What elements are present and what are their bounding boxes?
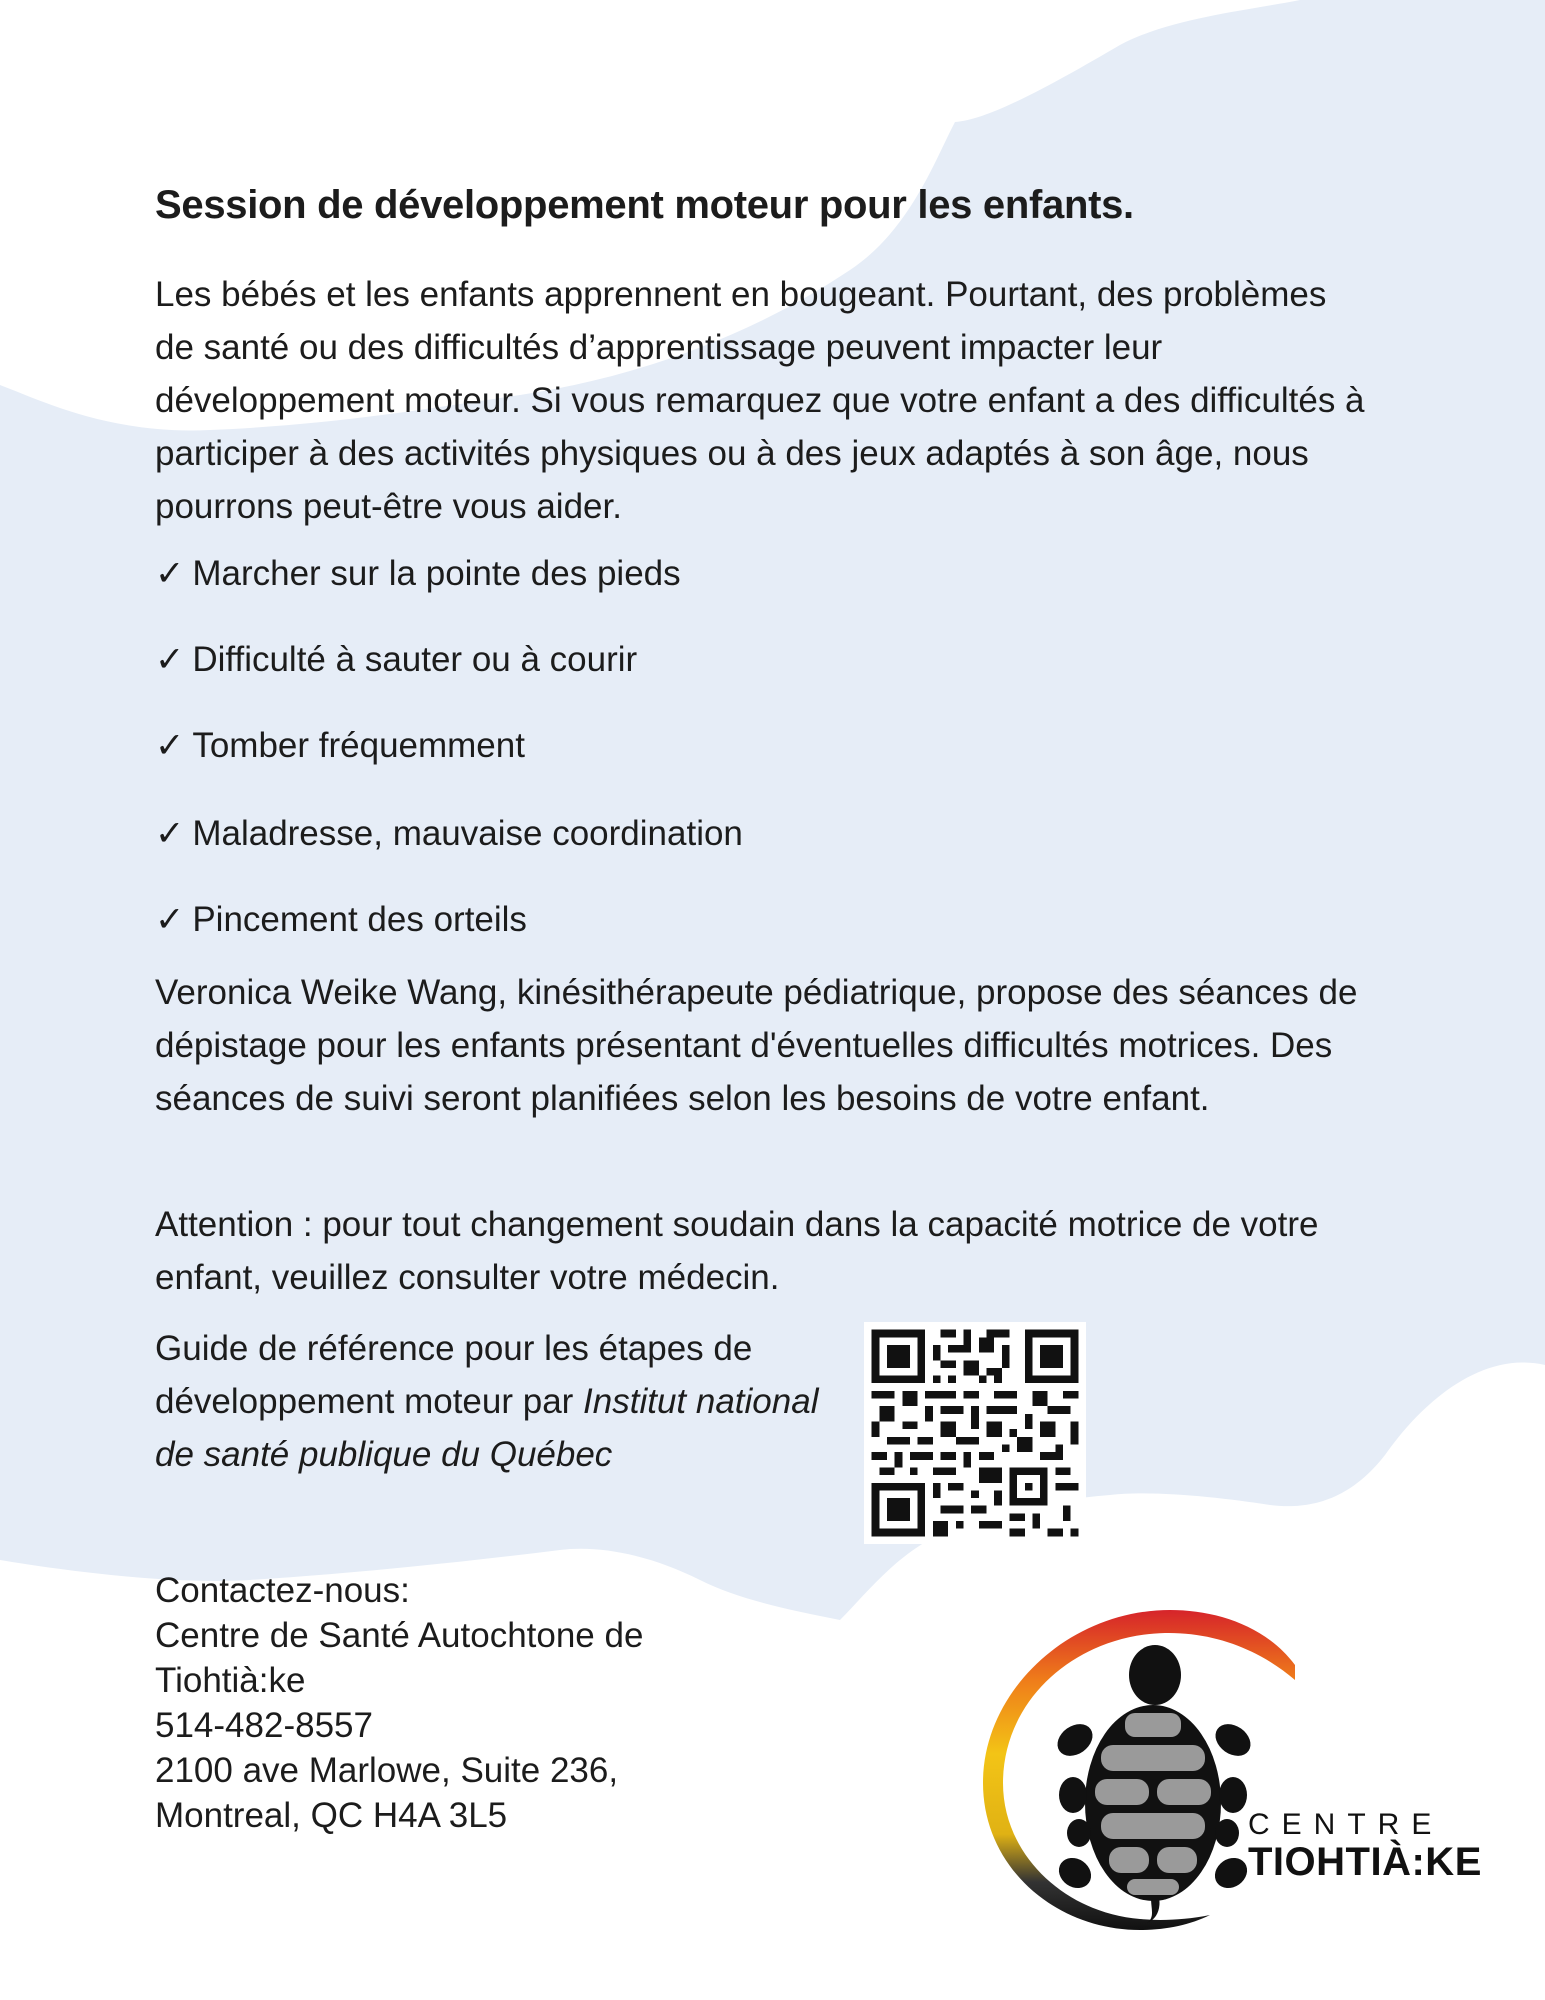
logo-line1: CENTRE: [1248, 1808, 1444, 1841]
logo-line2: TIOHTIÀ:KE: [1248, 1840, 1482, 1884]
contact-block: [155, 1568, 643, 1838]
checklist-item-label: Pincement des orteils: [192, 900, 527, 939]
guide-source: Institut national de santé publique du Québec: [155, 1382, 819, 1474]
checkmark-icon: ✓: [155, 726, 185, 765]
checklist-item: [155, 726, 525, 766]
checklist-item: [155, 554, 681, 594]
checklist-item: [155, 900, 527, 940]
contact-address-line1: 2100 ave Marlowe, Suite 236,: [155, 1751, 619, 1790]
guide-reference: [155, 1322, 835, 1481]
contact-phone[interactable]: 514-482-8557: [155, 1706, 373, 1745]
guide-text: Guide de référence pour les étapes de développement moteur par: [155, 1329, 753, 1421]
checklist-item-label: Marcher sur la pointe des pieds: [192, 554, 681, 593]
contact-address-line2: Montreal, QC H4A 3L5: [155, 1796, 508, 1835]
page-title: Session de développement moteur pour les enfants.: [155, 183, 1134, 227]
turtle-icon: [975, 1605, 1295, 1935]
intro-paragraph: Les bébés et les enfants apprennent en bougeant. Pourtant, des problèmes de santé ou des difficultés d’apprentissage peuvent impacter leur développement moteur. Si vous remarquez que votre enfant a des difficultés à participer à des activités physiques ou à des jeux adaptés à son âge, nous pourrons peut-être vous aider.: [155, 275, 1365, 526]
checkmark-icon: ✓: [155, 814, 185, 853]
contact-heading: Contactez-nous:: [155, 1571, 410, 1610]
qr-code-icon[interactable]: [864, 1322, 1086, 1544]
checkmark-icon: ✓: [155, 640, 185, 679]
checklist-item-label: Tomber fréquemment: [192, 726, 525, 765]
provider-paragraph: Veronica Weike Wang, kinésithérapeute pédiatrique, propose des séances de dépistage pour les enfants présentant d'éventuelles difficultés motrices. Des séances de suivi seront planifiées selon les besoins de votre enfant.: [155, 973, 1358, 1118]
logo-wordmark: [1248, 1808, 1482, 1885]
checkmark-icon: ✓: [155, 900, 185, 939]
checklist-item: [155, 814, 743, 854]
checkmark-icon: ✓: [155, 554, 185, 593]
contact-org-line1: Centre de Santé Autochtone de: [155, 1616, 644, 1655]
checklist-item: [155, 640, 637, 680]
checklist-item-label: Difficulté à sauter ou à courir: [192, 640, 638, 679]
contact-org-line2: Tiohtià:ke: [155, 1661, 306, 1700]
attention-paragraph: Attention : pour tout changement soudain dans la capacité motrice de votre enfant, veuillez consulter votre médecin.: [155, 1205, 1319, 1297]
checklist-item-label: Maladresse, mauvaise coordination: [192, 814, 743, 853]
